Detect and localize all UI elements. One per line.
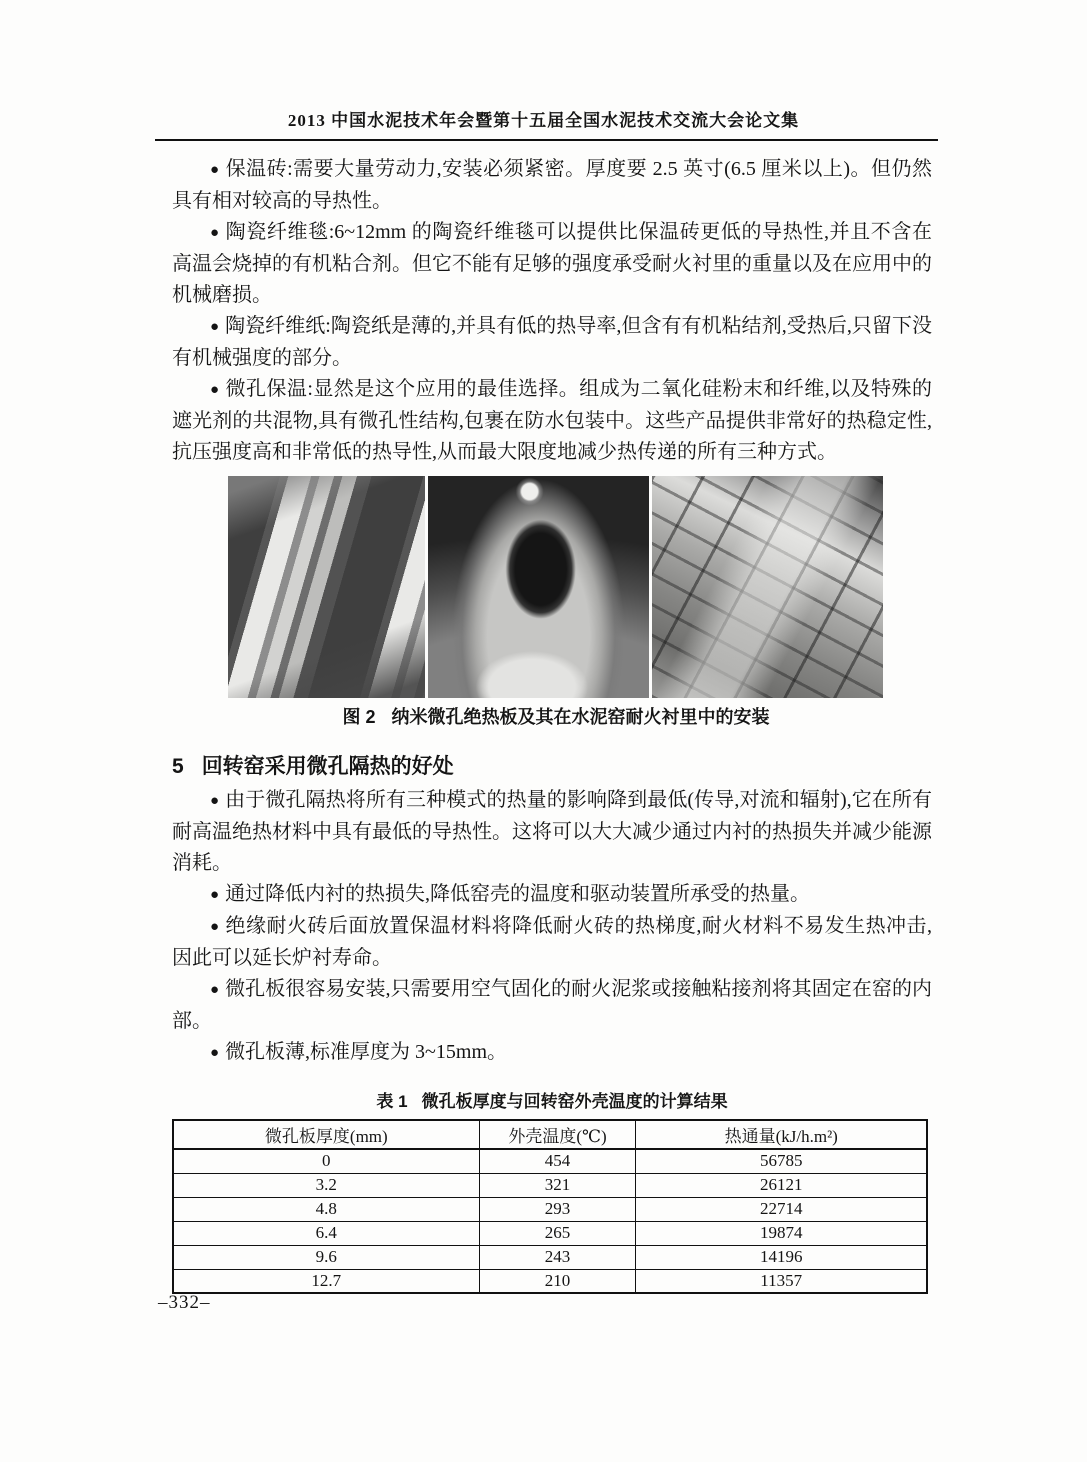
bullet-paragraph <box>172 311 932 374</box>
bullet-icon: ● <box>210 887 220 903</box>
data-table <box>172 1119 928 1294</box>
figure-caption <box>228 703 884 729</box>
col-header-thickness: 微孔板厚度(mm) <box>173 1120 479 1149</box>
page-number: –332– <box>158 1292 211 1313</box>
bullet-paragraph <box>172 911 932 974</box>
figure-label: 图 2 <box>342 707 376 727</box>
bullet-paragraph <box>172 785 932 879</box>
figure-caption-text: 纳米微孔绝热板及其在水泥窑耐火衬里中的安装 <box>391 707 770 727</box>
running-header: 2013 中国水泥技术年会暨第十五届全国水泥技术交流大会论文集 <box>287 111 800 130</box>
cell-shell-temp: 265 <box>479 1221 636 1245</box>
bullet-paragraph <box>172 154 932 217</box>
table-row <box>173 1245 927 1269</box>
bullet-icon: ● <box>210 225 220 241</box>
cell-heat-flux: 11357 <box>636 1269 927 1293</box>
cell-shell-temp: 293 <box>479 1197 636 1221</box>
cell-heat-flux: 22714 <box>636 1197 927 1221</box>
section-number: 5 <box>172 755 184 778</box>
table-row <box>173 1173 927 1197</box>
refractory-brick-lining-photo <box>652 476 883 698</box>
bullet-icon: ● <box>210 919 220 935</box>
paragraph-text: 微孔板很容易安装,只需要用空气固化的耐火泥浆或接触粘接剂将其固定在窑的内部。 <box>172 978 933 1032</box>
header-rule <box>155 139 938 141</box>
page-content <box>172 154 932 1294</box>
table-title <box>172 1087 932 1112</box>
figure-photo-strip <box>228 476 884 698</box>
cell-shell-temp: 243 <box>479 1245 636 1269</box>
bullet-paragraph <box>172 1037 932 1069</box>
bullet-paragraph <box>172 217 932 311</box>
cell-shell-temp: 210 <box>479 1269 636 1293</box>
paragraph-text: 微孔板薄,标准厚度为 3~15mm。 <box>225 1041 507 1063</box>
bullet-icon: ● <box>210 382 220 398</box>
paragraph-text: 微孔保温:显然是这个应用的最佳选择。组成为二氧化硅粉末和纤维,以及特殊的遮光剂的共混物,具有微孔性结构,包裹在防水包装中。这些产品提供非常好的热稳定性,抗压强度高和非常低的热导性,从而最大限度地减少热传递的所有三种方式。 <box>172 378 932 463</box>
cell-heat-flux: 26121 <box>636 1173 927 1197</box>
section-heading <box>172 753 932 781</box>
cell-thickness: 0 <box>173 1149 479 1173</box>
paragraph-text: 陶瓷纤维纸:陶瓷纸是薄的,并具有低的热导率,但含有有机粘结剂,受热后,只留下没有机械强度的部分。 <box>172 315 933 369</box>
kiln-interior-installation-photo <box>428 476 649 698</box>
cell-heat-flux: 14196 <box>636 1245 927 1269</box>
bullet-icon: ● <box>210 982 220 998</box>
bullet-icon: ● <box>210 1045 220 1061</box>
figure-2 <box>228 476 884 729</box>
bullet-icon: ● <box>210 793 220 809</box>
col-header-shell-temp: 外壳温度(℃) <box>479 1120 636 1149</box>
col-header-heat-flux: 热通量(kJ/h.m²) <box>636 1120 927 1149</box>
section-title: 回转窑采用微孔隔热的好处 <box>201 755 454 778</box>
paragraph-text: 陶瓷纤维毯:6~12mm 的陶瓷纤维毯可以提供比保温砖更低的导热性,并且不含在高温会烧掉的有机粘合剂。但它不能有足够的强度承受耐火衬里的重量以及在应用中的机械磨损。 <box>172 221 932 306</box>
table-row <box>173 1269 927 1293</box>
table-row <box>173 1149 927 1173</box>
table-label: 表 1 <box>376 1092 408 1111</box>
cell-shell-temp: 454 <box>479 1149 636 1173</box>
section-body <box>172 785 932 1069</box>
paragraph-text: 通过降低内衬的热损失,降低窑壳的温度和驱动装置所承受的热量。 <box>225 883 811 905</box>
cell-thickness: 3.2 <box>173 1173 479 1197</box>
table-row <box>173 1221 927 1245</box>
cell-shell-temp: 321 <box>479 1173 636 1197</box>
bullet-icon: ● <box>210 162 220 178</box>
bullet-icon: ● <box>210 319 220 335</box>
bullet-paragraph <box>172 374 932 468</box>
cell-heat-flux: 56785 <box>636 1149 927 1173</box>
paragraph-text: 由于微孔隔热将所有三种模式的热量的影响降到最低(传导,对流和辐射),它在所有耐高温绝热材料中具有最低的导热性。这将可以大大减少通过内衬的热损失并减少能源消耗。 <box>172 789 933 874</box>
cell-thickness: 6.4 <box>173 1221 479 1245</box>
cell-thickness: 12.7 <box>173 1269 479 1293</box>
paragraph-text: 绝缘耐火砖后面放置保温材料将降低耐火砖的热梯度,耐火材料不易发生热冲击,因此可以延长炉衬寿命。 <box>172 915 932 969</box>
cell-thickness: 9.6 <box>173 1245 479 1269</box>
microporous-board-stack-photo <box>228 476 425 698</box>
cell-thickness: 4.8 <box>173 1197 479 1221</box>
cell-heat-flux: 19874 <box>636 1221 927 1245</box>
table-title-text: 微孔板厚度与回转窑外壳温度的计算结果 <box>421 1092 728 1111</box>
table-header-row <box>173 1120 927 1149</box>
bullet-paragraph <box>172 974 932 1037</box>
paragraph-text: 保温砖:需要大量劳动力,安装必须紧密。厚度要 2.5 英寸(6.5 厘米以上)。但仍然具有相对较高的导热性。 <box>172 158 932 212</box>
bullet-paragraph <box>172 879 932 911</box>
table-row <box>173 1197 927 1221</box>
